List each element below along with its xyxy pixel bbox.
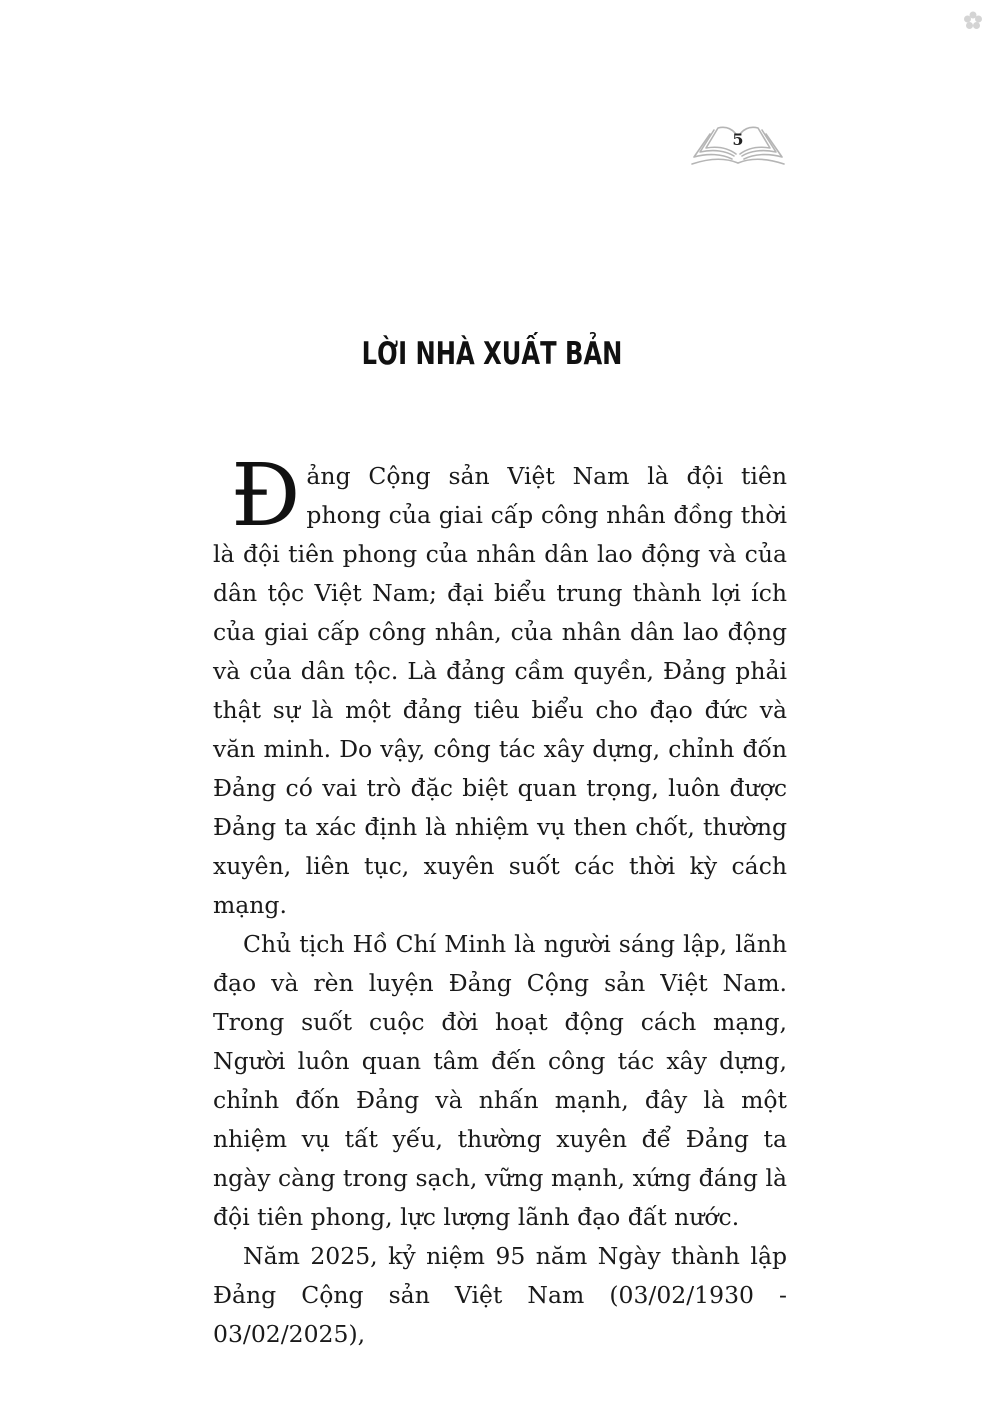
paragraph-2: Chủ tịch Hồ Chí Minh là người sáng lập, lãnh đạo và rèn luyện Đảng Cộng sản Việt Nam. Trong suốt cuộc đời hoạt động cách mạng, Người luôn quan tâm đến công tác xây dựng, chỉnh đốn Đảng và nhấn mạnh, đây là một nhiệm vụ tất yếu, thường xuyên để Đảng ta ngày càng trong sạch, vững mạnh, xứng đáng là đội tiên phong, lực lượng lãnh đạo đất nước. (213, 930, 787, 1231)
flower-icon (962, 10, 984, 32)
body-text (213, 446, 787, 1354)
paragraph-3: Năm 2025, kỷ niệm 95 năm Ngày thành lập Đảng Cộng sản Việt Nam (03/02/1930 - 03/02/2025), (213, 1242, 787, 1348)
paragraph-1 (213, 446, 787, 925)
drop-cap: Đ (231, 446, 301, 546)
page-number-badge (688, 122, 788, 168)
chapter-title: LỜI NHÀ XUẤT BẢN (361, 336, 623, 372)
paragraph-1-text: ảng Cộng sản Việt Nam là đội tiên phong của giai cấp công nhân đồng thời là đội tiên phong của nhân dân lao động và của dân tộc Việt Nam; đại biểu trung thành lợi ích của giai cấp công nhân, của nhân dân lao động và của dân tộc. Là đảng cầm quyền, Đảng phải thật sự là một đảng tiêu biểu cho đạo đức và văn minh. Do vậy, công tác xây dựng, chỉnh đốn Đảng có vai trò đặc biệt quan trọng, luôn được Đảng ta xác định là nhiệm vụ then chốt, thường xuyên, liên tục, xuyên suốt các thời kỳ cách mạng. (213, 462, 787, 919)
page-number: 5 (732, 130, 744, 149)
